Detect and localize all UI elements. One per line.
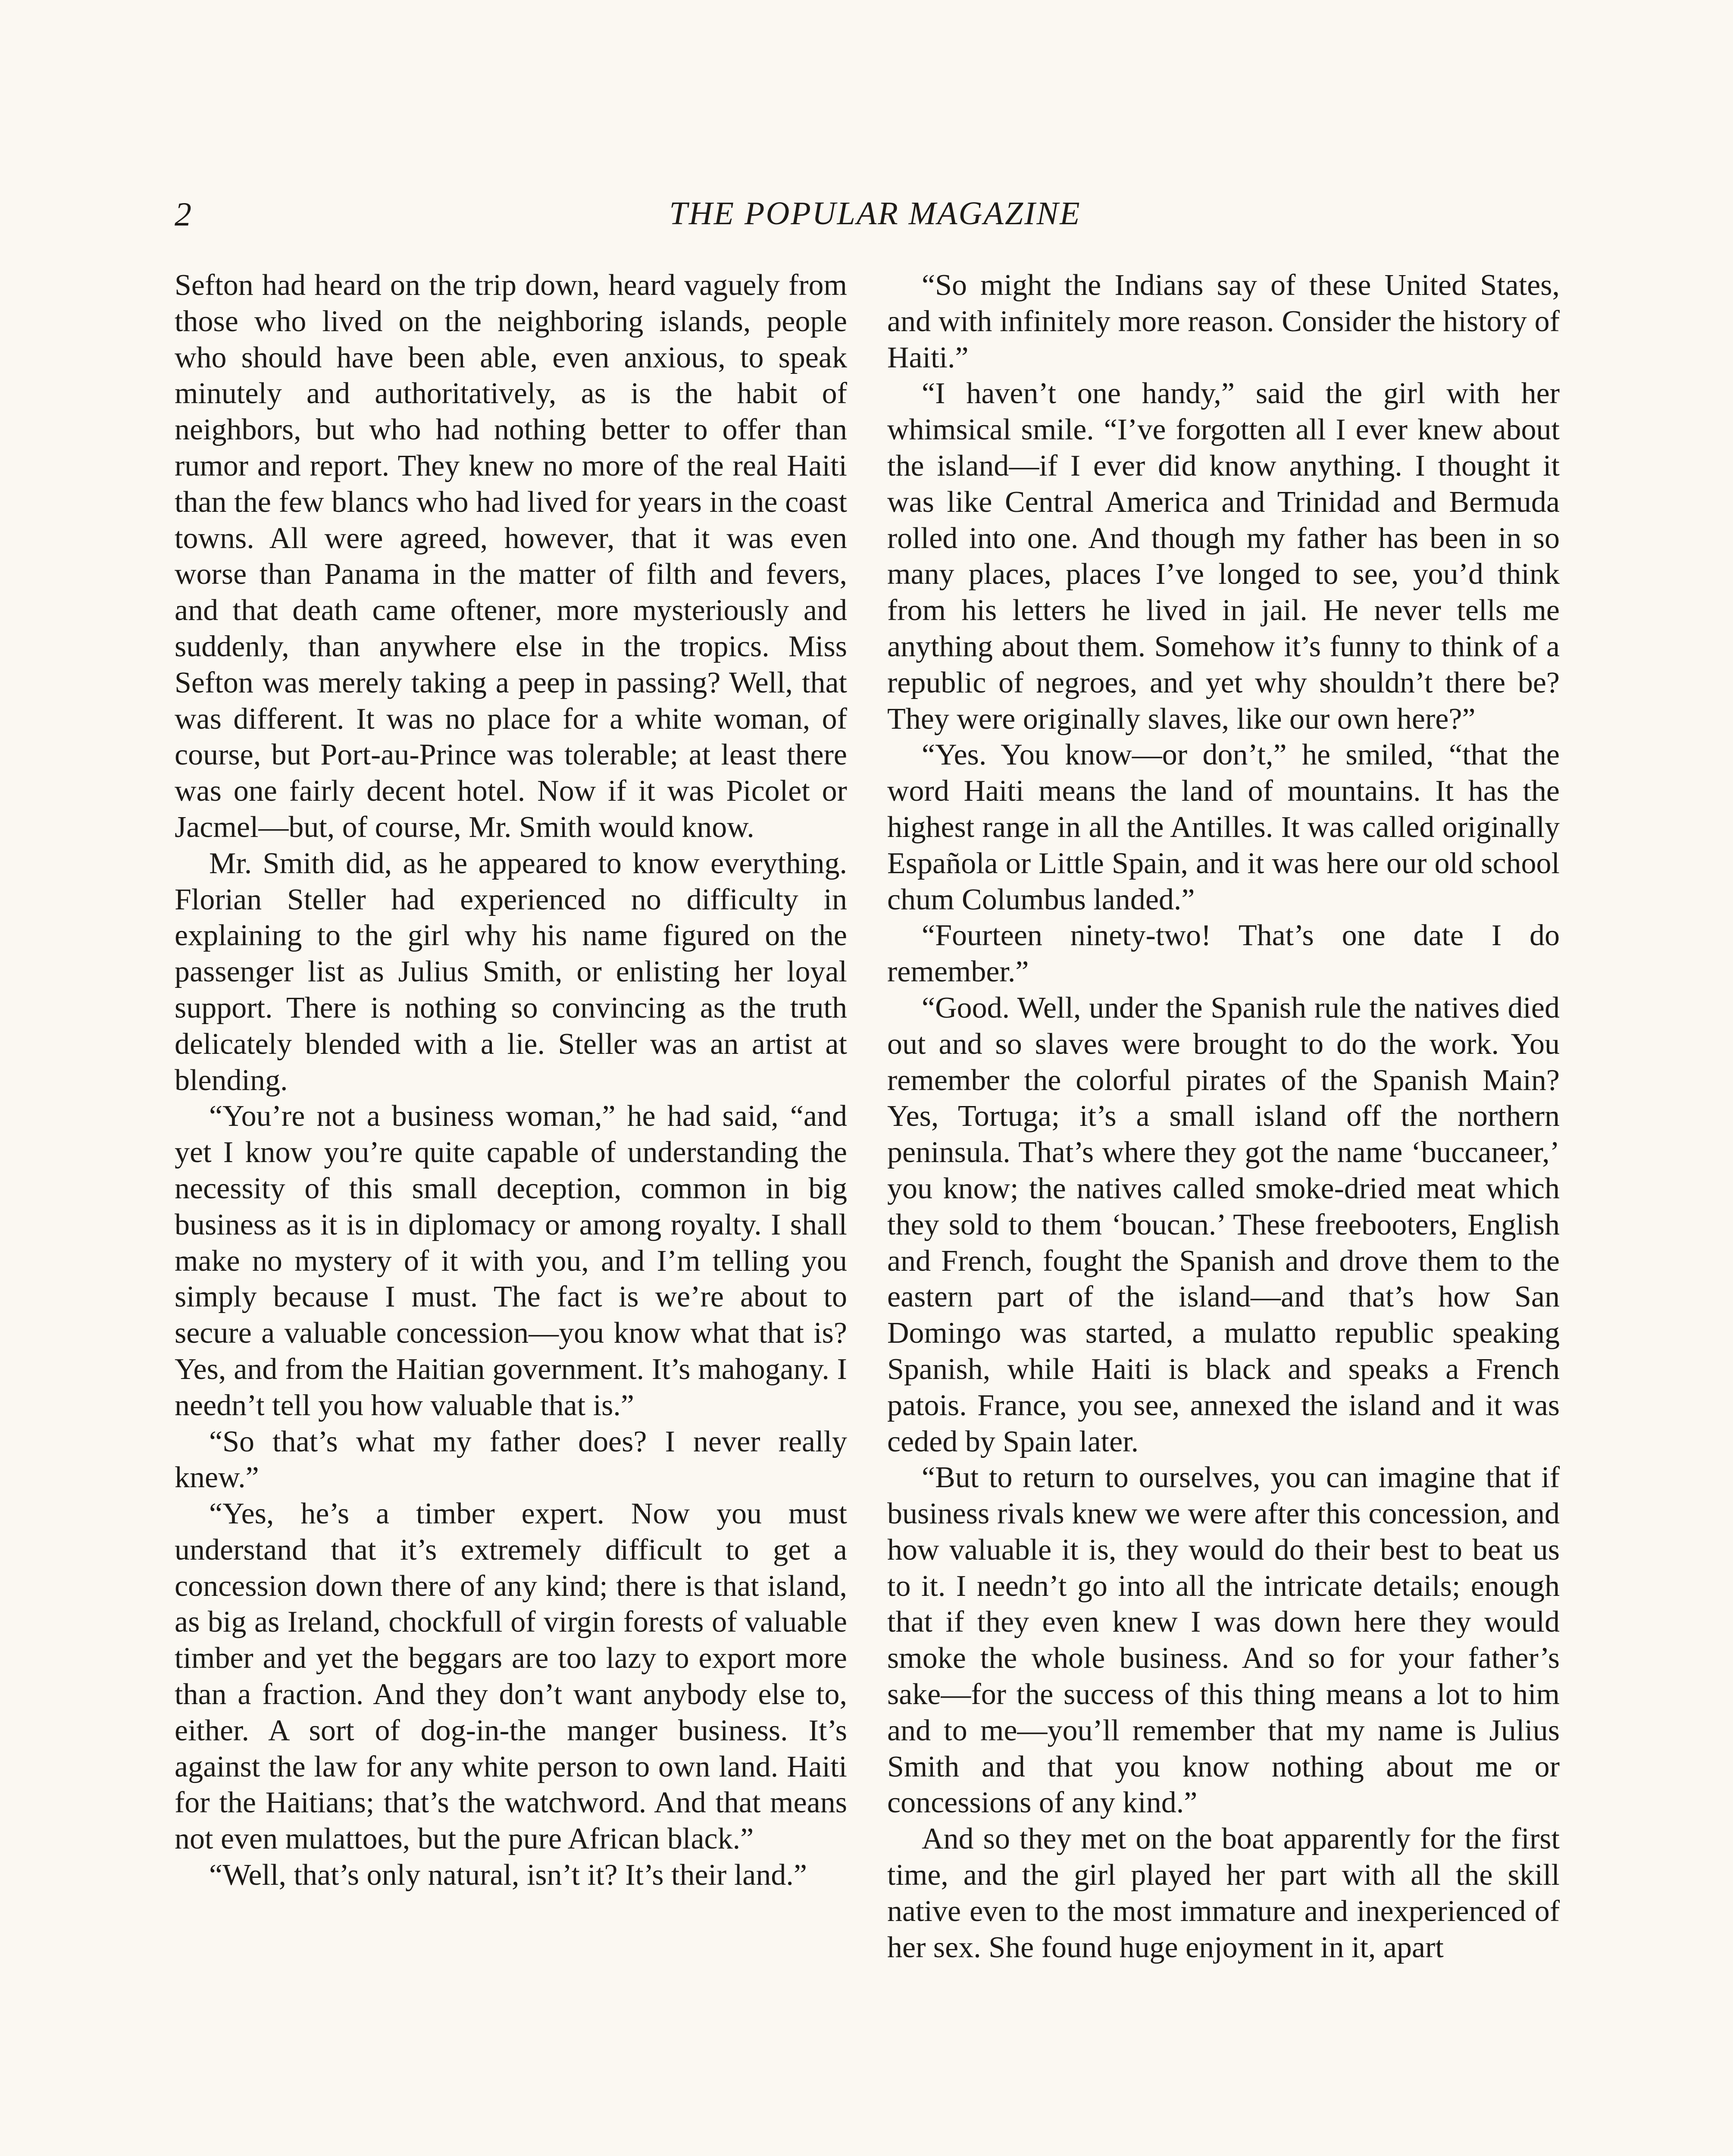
paragraph: “I haven’t one handy,” said the girl with her whimsical smile. “I’ve forgotten all I ever knew about the island—if I ever did know anything. I thought it was like Central America and Trinidad and Bermuda rolled into one. And though my father has been in so many places, places I’ve longed to see, you’d think from his letters he lived in jail. He never tells me anything about them. Somehow it’s funny to think of a republic of negroes, and yet why shouldn’t there be? They were originally slaves, like our own here?” (887, 377, 1560, 736)
paragraph: “So that’s what my father does? I never really knew.” (175, 1425, 847, 1495)
paragraph: “Yes. You know—or don’t,” he smiled, “that the word Haiti means the land of mountains. It has the highest range in all the Antilles. It was called originally Española or Little Spain, and it was here our old school chum Columbus landed.” (887, 738, 1560, 916)
paragraph: “So might the Indians say of these United States, and with infinitely more reason. Consider the history of Haiti.” (887, 269, 1560, 374)
paragraph: “But to return to ourselves, you can imagine that if business rivals knew we were after this concession, and how valuable it is, they would do their best to beat us to it. I needn’t go into all the intricate details; enough that if they even knew I was down here they would smoke the whole business. And so for your father’s sake—for the success of this thing means a lot to him and to me—you’ll remember that my name is Julius Smith and that you know nothing about me or concessions of any kind.” (887, 1461, 1560, 1820)
paragraph: “Good. Well, under the Spanish rule the natives died out and so slaves were brought to do the work. You remember the colorful pirates of the Spanish Main? Yes, Tortuga; it’s a small island off the northern peninsula. That’s where they got the name ‘buccaneer,’ you know; the natives called smoke-dried meat which they sold to them ‘boucan.’ These freebooters, English and French, fought the Spanish and drove them to the eastern part of the island—and that’s how San Domingo was started, a mulatto republic speaking Spanish, while Haiti is black and speaks a French patois. France, you see, annexed the island and it was ceded by Spain later. (887, 991, 1560, 1458)
paragraph: “Yes, he’s a timber expert. Now you must understand that it’s extremely difficult to get a concession down there of any kind; there is that island, as big as Ireland, chockfull of virgin forests of valuable timber and yet the beggars are too lazy to export more than a fraction. And they don’t want anybody else to, either. A sort of dog-in-the manger business. It’s against the law for any white person to own land. Haiti for the Haitians; that’s the watchword. And that means not even mulattoes, but the pure African black.” (175, 1497, 847, 1856)
page-number: 2 (175, 195, 191, 233)
paragraph: Sefton had heard on the trip down, heard vaguely from those who lived on the neighboring islands, people who should have been able, even anxious, to speak minutely and authoritatively, as is the habit of neighbors, but who had nothing better to offer than rumor and report. They knew no more of the real Haiti than the few blancs who had lived for years in the coast towns. All were agreed, however, that it was even worse than Panama in the matter of filth and fevers, and that death came oftener, more mysteriously and suddenly, than anywhere else in the tropics. Miss Sefton was merely taking a peep in passing? Well, that was different. It was no place for a white woman, of course, but Port-au-Prince was tolerable; at least there was one fairly decent hotel. Now if it was Picolet or Jacmel—but, of course, Mr. Smith would know. (175, 269, 847, 844)
right-column (887, 267, 1560, 1965)
paragraph: “Well, that’s only natural, isn’t it? It’s their land.” (209, 1858, 807, 1892)
paragraph: “You’re not a business woman,” he had said, “and yet I know you’re quite capable of understanding the necessity of this small deception, common in big business as it is in diplomacy or among royalty. I shall make no mystery of it with you, and I’m telling you simply because I must. The fact is we’re about to secure a valuable concession—you know what that is? Yes, and from the Haitian government. It’s mahogany. I needn’t tell you how valuable that is.” (175, 1100, 847, 1422)
running-title: THE POPULAR MAGAZINE (669, 195, 1081, 232)
paragraph: And so they met on the boat apparently for the first time, and the girl played her part with all the skill native even to the most immature and inexperienced of her sex. She found huge enjoyment in it, apart (887, 1822, 1560, 1964)
left-column (175, 267, 847, 1893)
paragraph: Mr. Smith did, as he appeared to know everything. Florian Steller had experienced no difficulty in explaining to the girl why his name figured on the passenger list as Julius Smith, or enlisting her loyal support. There is nothing so convincing as the truth delicately blended with a lie. Steller was an artist at blending. (175, 846, 847, 1097)
paragraph: “Fourteen ninety-two! That’s one date I do remember.” (887, 919, 1560, 989)
